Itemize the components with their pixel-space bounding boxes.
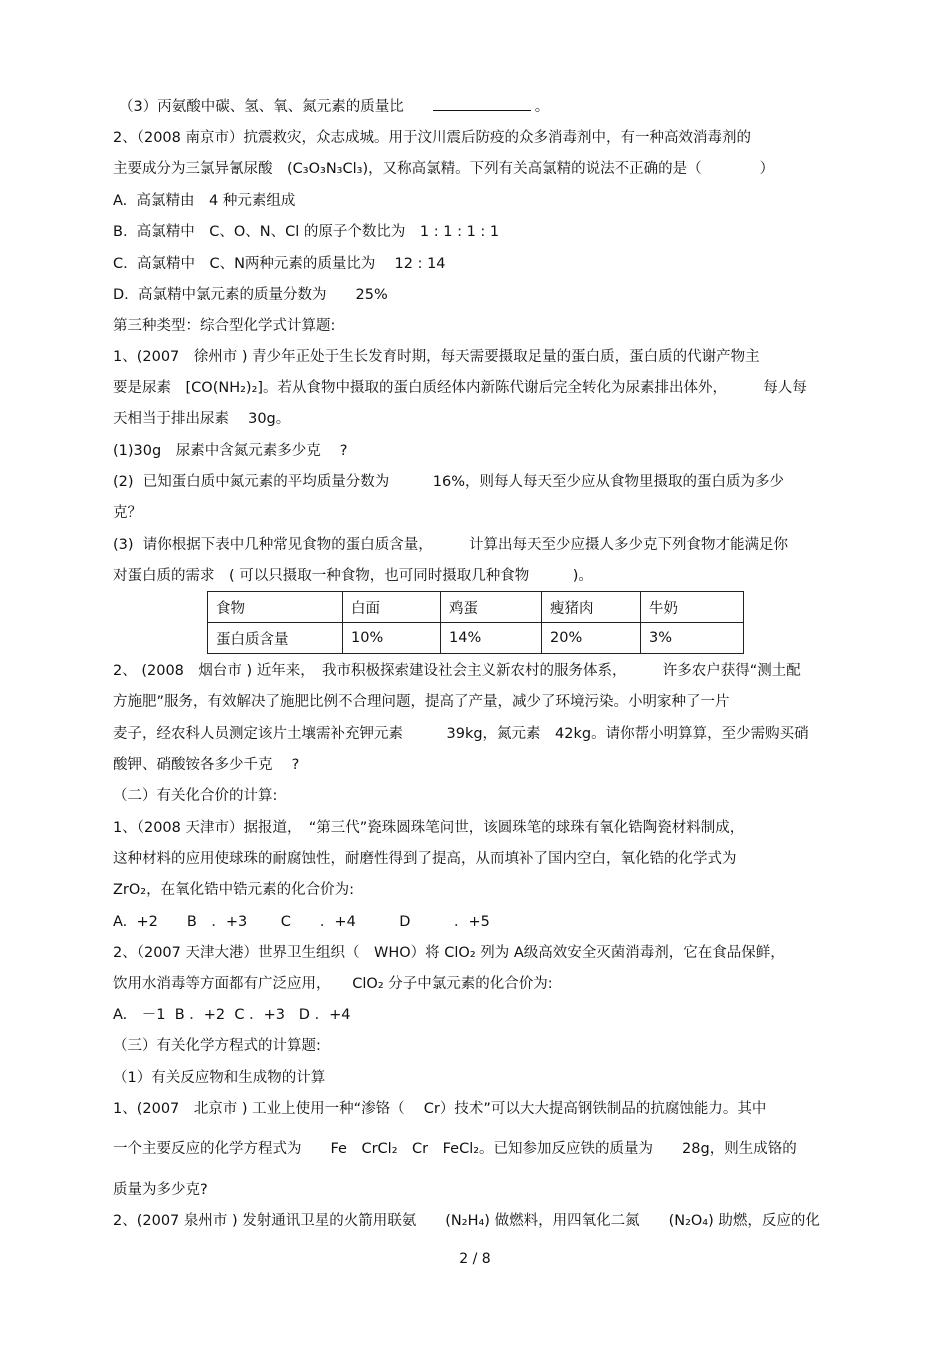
question-line: 克？ [113,505,142,521]
question-line: 麦子，经农科人员测定该片土壤需补充钾元素 39kg，氮元素 42kg。请你帮小明算算，至少需购买硝 [113,726,809,742]
question-line: 1、(2007 北京市 ) 工业上使用一种“渗铬（ Cr）技术”可以大大提高钢铁制品的抗腐蚀能力。其中 [113,1101,767,1117]
question-line: 方施肥”服务，有效解决了施肥比例不合理问题，提高了产量，减少了环境污染。小明家种了一片 [113,694,730,710]
table-cell: 10% [343,623,441,654]
question-line: （3）丙氨酸中碳、氢、氧、氮元素的质量比 。 [119,99,550,115]
question-line: 1、（2008 天津市）据报道， “第三代”瓷珠圆珠笔问世，该圆珠笔的球珠有氧化锆陶瓷材料制成， [113,820,745,836]
table-cell: 牛奶 [641,592,744,623]
table-row [208,592,744,623]
table-cell: 14% [441,623,542,654]
question-line: 对蛋白质的需求 ( 可以只摄取一种食物，也可同时摄取几种食物 )。 [113,568,593,584]
question-line: 要是尿素 [CO(NH₂)₂]。若从食物中摄取的蛋白质经体内新陈代谢后完全转化为尿素排出体外， 每人每 [113,380,807,396]
option-line: D. 高氯精中氯元素的质量分数为 25% [113,287,388,303]
question-line: 2、 (2008 烟台市 ) 近年来， 我市积极探索建设社会主义新农村的服务体系， 许多农户获得“测土配 [113,663,801,679]
question-line: 这种材料的应用使球珠的耐腐蚀性，耐磨性得到了提高，从而填补了国内空白，氧化锆的化学式为 [113,851,737,867]
answer-blank [433,98,531,111]
question-line: 2、（2007 天津大港）世界卫生组织（ WHO）将 ClO₂ 列为 A级高效安全灭菌消毒剂，它在食品保鲜， [113,945,785,961]
question-line: (2) 已知蛋白质中氮元素的平均质量分数为 16%，则每人每天至少应从食物里摄取的蛋白质为多少 [113,474,784,490]
table-cell: 白面 [343,592,441,623]
option-line: A. 高氯精由 4 种元素组成 [113,193,296,209]
question-line: 1、(2007 徐州市 ) 青少年正处于生长发育时期，每天需要摄取足量的蛋白质，蛋白质的代谢产物主 [113,349,760,365]
table-cell: 瘦猪肉 [542,592,641,623]
question-line: 饮用水消毒等方面都有广泛应用， ClO₂ 分子中氯元素的化合价为: [113,976,553,992]
question-line: 酸钾、硝酸铵各多少千克 ? [113,757,300,773]
table-cell: 食物 [208,592,343,623]
question-line: ZrO₂，在氧化锆中锆元素的化合价为: [113,882,355,898]
question-line: (3) 请你根据下表中几种常见食物的蛋白质含量， 计算出每天至少应摄人多少克下列食物才能满足你 [113,537,789,553]
option-line: C. 高氯精中 C、N两种元素的质量比为 12 : 14 [113,256,446,272]
question-line: 主要成分为三氯异氰尿酸 (C₃O₃N₃Cl₃)，又称高氯精。下列有关高氯精的说法不正确的是（ ） [113,161,775,177]
table-cell: 20% [542,623,641,654]
section-heading: （三）有关化学方程式的计算题: [113,1038,321,1054]
question-line: 2、（2008 南京市）抗震救灾，众志成城。用于汶川震后防疫的众多消毒剂中，有一种高效消毒剂的 [113,130,751,146]
protein-table [207,591,744,654]
option-line: B. 高氯精中 C、O、N、Cl 的原子个数比为 1 : 1 : 1 : 1 [113,224,500,240]
question-line: (1)30g 尿素中含氮元素多少克 ? [113,443,348,459]
table-cell: 3% [641,623,744,654]
question-line: 天相当于排出尿素 30g。 [113,411,291,427]
option-line: A. +2 B ．+3 C ．+4 D ．+5 [113,914,490,930]
question-line: 一个主要反应的化学方程式为 Fe CrCl₂ Cr FeCl₂。已知参加反应铁的质量为 28g，则生成铬的 [113,1141,797,1157]
question-line: 2、(2007 泉州市 ) 发射通讯卫星的火箭用联氨 (N₂H₄) 做燃料，用四氧化二氮 (N₂O₄) 助燃，反应的化 [113,1213,820,1229]
section-heading: （1）有关反应物和生成物的计算 [113,1070,326,1086]
table-row [208,623,744,654]
table-cell: 蛋白质含量 [208,623,343,654]
question-line: 质量为多少克? [113,1182,208,1198]
option-line: A. －1 B ．+2 C ．+3 D ．+4 [113,1007,351,1023]
section-heading: （二）有关化合价的计算: [113,788,278,804]
table-cell: 鸡蛋 [441,592,542,623]
page-number: 2 / 8 [459,1251,491,1267]
section-heading: 第三种类型：综合型化学式计算题: [113,318,336,334]
